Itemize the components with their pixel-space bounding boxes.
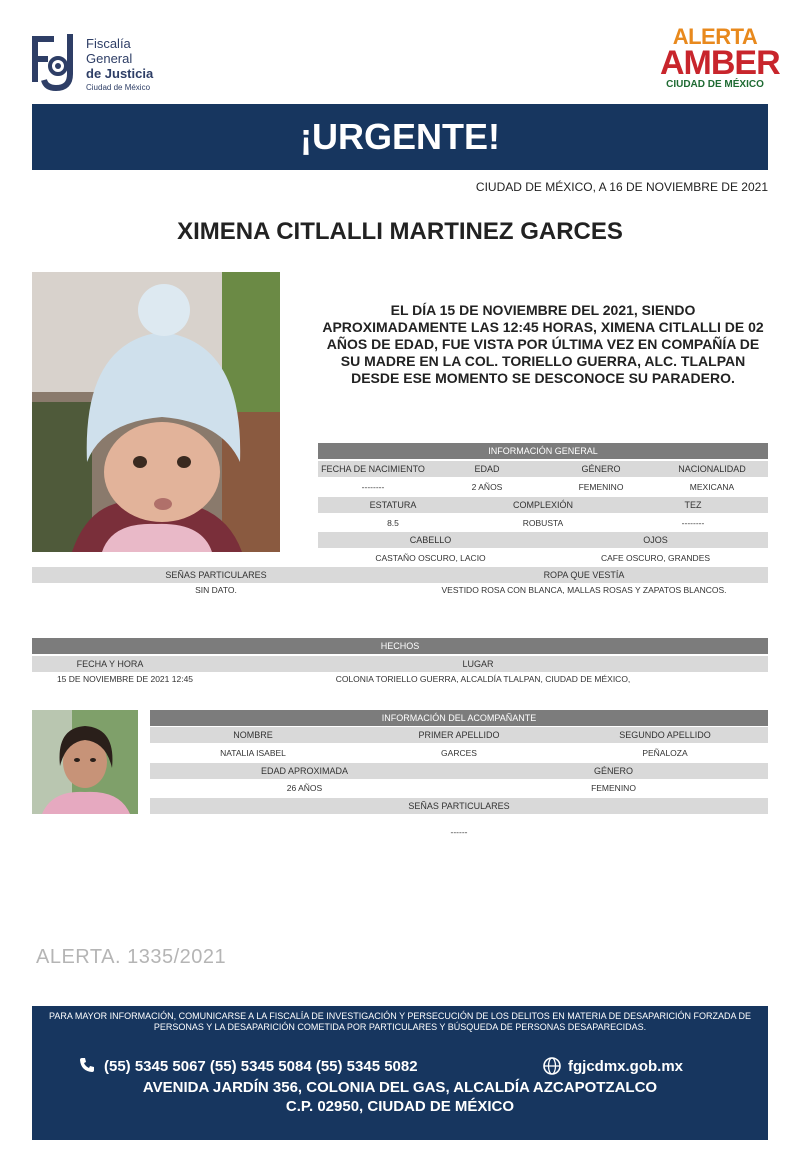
footer-phones: (55) 5345 5067 (55) 5345 5084 (55) 5345 5082 (104, 1058, 418, 1075)
value-birthdate: -------- (361, 482, 385, 492)
amber-line-1: ALERTA (672, 24, 758, 49)
label-place: LUGAR (462, 659, 494, 669)
value-age: 2 AÑOS (471, 482, 503, 492)
companion-row1-values (150, 745, 768, 761)
general-row2-values (318, 515, 768, 531)
incident-description: EL DÍA 15 DE NOVIEMBRE DEL 2021, SIENDO APROXIMADAMENTE LAS 12:45 HORAS, XIMENA CITLALLI DE 02 AÑOS DE EDAD, FUE VISTA POR ÚLTIMA VEZ EN COMPAÑÍA DE SU MADRE EN LA COL. TORIELLO GUERRA, ALC. TLALPAN DESDE ESE MOMENTO SE DESCONOCE SU PARADERO. (322, 302, 764, 386)
amber-alert-logo (660, 24, 780, 92)
label-companion-gender: GÉNERO (593, 766, 633, 776)
general-row1-labels (318, 461, 768, 477)
label-nationality: NACIONALIDAD (678, 464, 746, 474)
companion-row2-labels (150, 763, 768, 779)
footer-info: PARA MAYOR INFORMACIÓN, COMUNICARSE A LA FISCALÍA DE INVESTIGACIÓN Y PERSECUCIÓN DE LOS DELITOS EN MATERIA DE DESAPARICIÓN FORZADA DE PERSONAS Y LA DESAPARICIÓN COMETIDA POR PARTICULARES Y BÚSQUEDA DE PERSONAS DESAPARECIDAS. (49, 1011, 751, 1032)
value-gender: FEMENINO (578, 482, 624, 492)
companion-marks-value: ------ (450, 827, 468, 837)
label-distinguishing-marks: SEÑAS PARTICULARES (165, 570, 267, 580)
fgj-logo (30, 30, 80, 94)
value-companion-age: 26 AÑOS (286, 783, 323, 793)
label-companion-second-surname: SEGUNDO APELLIDO (619, 730, 711, 740)
value-build: ROBUSTA (522, 518, 564, 528)
value-clothing: VESTIDO ROSA CON BLANCA, MALLAS ROSAS Y ZAPATOS BLANCOS. (441, 585, 727, 595)
value-companion-first-surname: GARCES (441, 748, 477, 758)
label-skin: TEZ (684, 500, 702, 510)
companion-row2-values (150, 780, 768, 796)
date-line: CIUDAD DE MÉXICO, A 16 DE NOVIEMBRE DE 2021 (475, 180, 768, 194)
fgj-line-1: Fiscalía (86, 36, 131, 51)
general-row2-labels (318, 497, 768, 513)
value-date-time: 15 DE NOVIEMBRE DE 2021 12:45 (56, 674, 194, 684)
facts-values (32, 671, 768, 687)
footer-address (32, 1078, 768, 1116)
companion-marks-label: SEÑAS PARTICULARES (150, 798, 768, 814)
value-place: COLONIA TORIELLO GUERRA, ALCALDÍA TLALPAN, CIUDAD DE MÉXICO, (335, 674, 631, 684)
amber-line-2: AMBER (660, 44, 780, 82)
footer (32, 1006, 768, 1140)
label-age: EDAD (474, 464, 500, 474)
urgent-banner: ¡URGENTE! (32, 104, 768, 170)
child-photo (32, 272, 280, 552)
general-info-title: INFORMACIÓN GENERAL (318, 443, 768, 459)
companion-row1-labels (150, 727, 768, 743)
value-companion-second-surname: PEÑALOZA (642, 748, 688, 758)
label-companion-first-surname: PRIMER APELLIDO (418, 730, 500, 740)
label-height: ESTATURA (369, 500, 417, 510)
footer-address-line-2: C.P. 02950, CIUDAD DE MÉXICO (285, 1098, 515, 1115)
value-companion-gender: FEMENINO (591, 783, 636, 793)
label-build: COMPLEXIÓN (512, 500, 573, 510)
label-clothing: ROPA QUE VESTÍA (543, 570, 625, 580)
value-nationality: MEXICANA (689, 482, 735, 492)
footer-address-line-1: AVENIDA JARDÍN 356, COLONIA DEL GAS, ALCALDÍA AZCAPOTZALCO (142, 1079, 658, 1096)
facts-title: HECHOS (32, 638, 768, 654)
label-eyes: OJOS (643, 535, 668, 545)
value-eyes: CAFE OSCURO, GRANDES (600, 553, 711, 563)
label-date-time: FECHA Y HORA (76, 659, 144, 669)
companion-photo (32, 710, 138, 814)
general-row4-labels (32, 567, 768, 583)
label-birthdate: FECHA DE NACIMIENTO (321, 464, 425, 474)
fgj-city: Ciudad de México (86, 83, 151, 92)
value-skin: -------- (681, 518, 705, 528)
companion-info-title: INFORMACIÓN DEL ACOMPAÑANTE (150, 710, 768, 726)
general-row3-labels (318, 532, 768, 548)
value-hair: CASTAÑO OSCURO, LACIO (375, 553, 486, 563)
value-companion-name: NATALIA ISABEL (220, 748, 286, 758)
amber-line-3: CIUDAD DE MÉXICO (666, 79, 764, 90)
footer-website[interactable]: fgjcdmx.gob.mx (568, 1058, 684, 1075)
alert-number: ALERTA. 1335/2021 (36, 946, 227, 968)
value-height: 8.5 (387, 518, 399, 528)
general-row1-values (318, 479, 768, 495)
fgj-line-2: General (86, 51, 133, 66)
phone-icon (78, 1056, 96, 1079)
general-row4-values (32, 582, 768, 598)
fgj-name (86, 36, 153, 95)
label-gender: GÉNERO (581, 464, 621, 474)
general-row3-values (318, 550, 768, 566)
label-companion-age: EDAD APROXIMADA (260, 766, 349, 776)
label-hair: CABELLO (409, 535, 452, 545)
facts-labels (32, 656, 768, 672)
fgj-line-3: de Justicia (86, 66, 154, 81)
value-distinguishing-marks: SIN DATO. (195, 585, 237, 595)
child-name: XIMENA CITLALLI MARTINEZ GARCES (177, 218, 623, 245)
label-companion-name: NOMBRE (233, 730, 273, 740)
